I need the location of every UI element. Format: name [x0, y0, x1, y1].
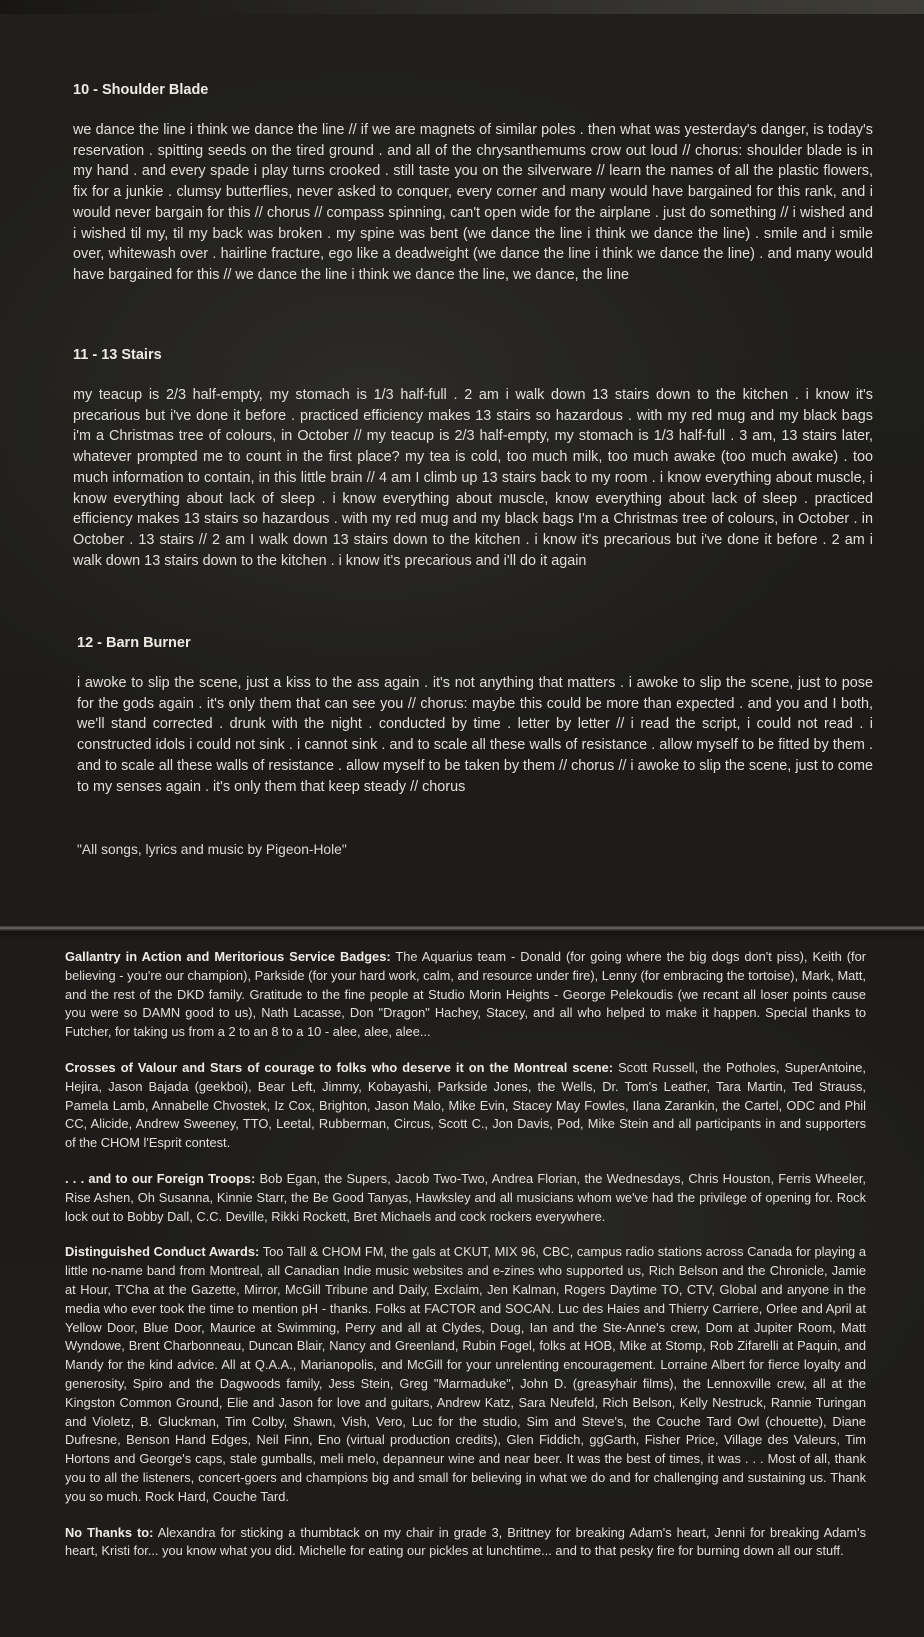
- thanks-body: Alexandra for sticking a thumbtack on my chair in grade 3, Brittney for breaking Adam's heart, Jenni for breaking Adam's heart, Kristi for... you know what you did. Michelle for eating our pickles at lunchtime... and to that pesky fire for burning down all our stuff.: [65, 1524, 866, 1559]
- paper-top-edge: [0, 0, 924, 14]
- thanks-crosses-of-valour: [65, 1059, 866, 1153]
- thanks-foreign-troops: [65, 1170, 866, 1226]
- thanks-body: Scott Russell, the Potholes, SuperAntoine, Hejira, Jason Bajada (geekboi), Bear Left, Jimmy, Kobayashi, Parkside Jones, the Wells, Dr. Tom's Leather, Tara Martin, Ted Strauss, Pamela Lamb, Annabelle Chvostek, Iz Cox, Brighton, Jason Malo, Mike Evin, Stacey May Fowles, Ilana Zarankin, the Cartel, ODC and Phil CC, Alicide, Andrew Sweeney, TTO, Leetal, Rubberman, Circus, Scott C., Jon Davis, Pod, Mike Stein and all participants in and supporters of the CHOM l'Esprit contest.: [65, 1059, 866, 1151]
- thanks-heading: Gallantry in Action and Meritorious Service Badges:: [65, 949, 391, 964]
- thanks-body: The Aquarius team - Donald (for going where the big dogs don't piss), Keith (for believing - you're our champion), Parkside (for your hard work, calm, and resource under fire), Lenny (for embracing the tortoise), Mark, Matt, and the rest of the DKD family. Gratitude to the fine people at Studio Morin Heights - George Pelekoudis (we recant all loser points cause you were so DAMN good to us), Nath Lacasse, Don "Dragon" Hachey, Stacey, and all who helped to make it happen. Special thanks to Futcher, for taking us from a 2 to an 8 to a 10 - alee, alee, alee...: [65, 949, 867, 1040]
- song-lyrics: we dance the line i think we dance the line // if we are magnets of similar poles . then what was yesterday's danger, is today's reservation . spitting seeds on the tired ground . and all of the chrysanthemums crow out loud // chorus: shoulder blade is in my hand . and every spade i play turns crooked . still taste you on the silverware // learn the names of all the plastic flowers, fix for a junkie . clumsy butterflies, never asked to conquer, every corner and many would have bargained for this rank, and i would never bargain for this // chorus // compass spinning, can't open wide for the airplane . just do something // i wished and i wished til my, til my back was broken . my spine was bent (we dance the line i think we dance the line) . smile and i smile over, whitewash over . hairline fracture, ego like a deadweight (we dance the line i think we dance the line) . and many would have bargained for this // we dance the line i think we dance the line, we dance, the line: [73, 122, 873, 283]
- song-lyrics: my teacup is 2/3 half-empty, my stomach is 1/3 half-full . 2 am i walk down 13 stairs down to the kitchen . i know it's precarious but i've done it before . practiced efficiency makes 13 stairs so hazardous . with my red mug and my black bags i'm a Christmas tree of colours, in October // my teacup is 2/3 half-empty, my stomach is 1/3 half-full . 3 am, 13 stairs later, whatever prompted me to count in the first place? my tea is cold, too much milk, too much awake (too much awake) . too much information to contain, in this little brain // 4 am I climb up 13 stairs back to my room . i know everything about muscle, i know everything about lack of sleep . i know everything about muscle, know everything about lack of sleep . practiced efficiency makes 13 stairs so hazardous . with my red mug and my black bags I'm a Christmas tree of colours, in October . in October . 13 stairs // 2 am I walk down 13 stairs down to the kitchen . i know it's precarious but i've done it before . 2 am i walk down 13 stairs down to the kitchen . i know it's precarious and i'll do it again: [73, 387, 873, 569]
- song-shoulder-blade: [73, 82, 873, 286]
- song-barn-burner: [77, 635, 873, 797]
- thanks-body: Bob Egan, the Supers, Jacob Two-Two, Andrea Florian, the Wednesdays, Chris Houston, Ferris Wheeler, Rise Ashen, Oh Susanna, Kinnie Starr, the Be Good Tanyas, Hawksley and all musicians whom we've had the privilege of opening for. Rock lock out to Bobby Dall, C.C. Deville, Rikki Rockett, Bret Michaels and cock rockers everywhere.: [65, 1170, 867, 1224]
- thanks-gallantry: [65, 948, 866, 1042]
- song-13-stairs: [73, 347, 873, 571]
- thanks-body: Too Tall & CHOM FM, the gals at CKUT, MIX 96, CBC, campus radio stations across Canada for playing a little no-name band from Montreal, all Canadian Indie music websites and e-zines who supported us, Rich Belson and the Chronicle, Jamie at Hour, T'Cha at the Gazette, Mirror, McGill Tribune and Daily, Exclaim, Jen Kalman, Rogers Daytime TO, CTV, Global and anyone in the media who ever took the time to mention pH - thanks. Folks at FACTOR and SOCAN. Luc des Haies and Thierry Carriere, Orlee and April at Yellow Door, Blue Door, Maurice at Swimming, Perry and all at Clydes, Doug, Ian and the Ste-Anne's crew, Dom at Jupiter Room, Matt Wyndowe, Brent Charbonneau, Duncan Blair, Nancy and Greenland, Rubin Fogel, folks at HOB, Mike at Stomp, Rob Zifarelli at Paquin, and Mandy for the kind advice. All at Q.A.A., Marianopolis, and McGill for your unrelenting encouragement. Lorraine Albert for fierce loyalty and generosity, Spiro and the Dagwoods family, Jess Stein, Greg "Marmaduke", John D. (greasyhair films), the Lennoxville crew, all at the Kingston Common Ground, Elie and Jason for love and guitars, Andrew Katz, Sara Neufeld, Rich Belson, Kelly Nestruck, Rannie Turingan and Violetz, B. Gluckman, Tim Colby, Shawn, Vish, Vero, Luc for the studio, Sim and Steve's, the Couche Tard Owl (chouette), Diane Dufresne, Benson Hand Edges, Neil Finn, Eno (virtual production credits), Glen Fiddich, ggGarth, Fisher Price, Village des Valeurs, Tim Hortons and George's caps, stale gumballs, meli melo, depanneur wine and near beer. It was the best of times, it was . . . Most of all, thank you to all the listeners, concert-goers and champions big and small for believing in what we do and for challenging and sustaining us. Thank you so much. Rock Hard, Couche Tard.: [65, 1244, 866, 1504]
- song-title: 11 - 13 Stairs: [73, 347, 162, 363]
- thanks-no-thanks: [65, 1524, 866, 1562]
- thanks-heading: Distinguished Conduct Awards:: [65, 1244, 260, 1260]
- paper-fold-shadow: [0, 931, 924, 941]
- songwriting-credit: "All songs, lyrics and music by Pigeon-Hole": [77, 842, 347, 857]
- song-title: 10 - Shoulder Blade: [73, 82, 209, 98]
- thanks-heading: No Thanks to:: [65, 1524, 154, 1540]
- song-title: 12 - Barn Burner: [77, 635, 191, 651]
- song-lyrics: i awoke to slip the scene, just a kiss to the ass again . it's not anything that matters . i awoke to slip the scene, just to pose for the gods again . it's only them that can see you // chorus: maybe this could be more than expected . and you and I both, we'll stand corrected . drunk with the night . conducted by time . letter by letter // i read the script, i could not read . i constructed idols i could not sink . i cannot sink . and to scale all these walls of resistance . allow myself to be fitted by them . and to scale all these walls of resistance . allow myself to be taken by them // chorus // i awoke to slip the scene, just to come to my senses again . it's only them that keep steady // chorus: [77, 675, 873, 795]
- thanks-heading: Crosses of Valour and Stars of courage to folks who deserve it on the Montreal scene:: [65, 1059, 614, 1075]
- thanks-section: [65, 948, 866, 1578]
- thanks-heading: . . . and to our Foreign Troops:: [65, 1170, 256, 1186]
- thanks-distinguished-conduct: [65, 1243, 866, 1506]
